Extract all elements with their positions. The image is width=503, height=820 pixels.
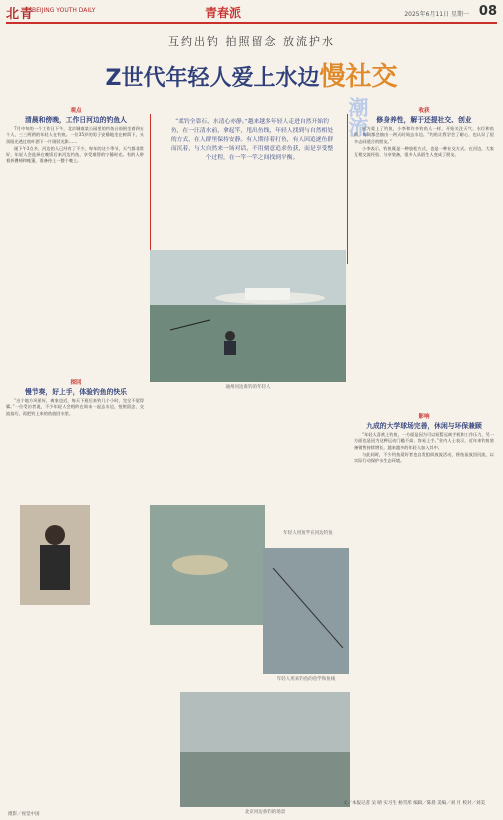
masthead-logo: 北青 — [6, 7, 35, 22]
section-label: 探回 — [70, 380, 82, 386]
section-label: 收获 — [418, 108, 430, 114]
bottom-photo — [180, 692, 350, 807]
main-photo-scene — [150, 250, 346, 382]
vertical-tag: 潮流 — [345, 97, 369, 137]
masthead-sub: BEIJING YOUTH DAILY — [32, 7, 96, 14]
page-number: 08 — [478, 4, 497, 19]
fish-scene — [150, 505, 265, 625]
photo-caption: 年轻人用来钓鱼的鱼竿和鱼线 — [276, 677, 336, 682]
top-rule — [6, 22, 497, 24]
lake-scene — [263, 548, 349, 674]
page-title — [0, 56, 503, 93]
article-column: 7月中旬的一个工作日下午，北京城南某公园里的钓鱼台前围坐着四五个人，三三两两的年轻人在钓鱼。一位35岁的男子安静地坐在树荫下，头顶阳光透过枝叶洒下一片斑驳光影…… 刚下午3点多，河边的人已经有了不少，每年的这个季节，天气都非常好，年轻人会选择在晚饭后来河边钓鱼，享受难得的宁静时光。有的人带着折叠椅和帐篷，准备待上一整个晚上。 — [6, 126, 144, 164]
photo-caption: 通州河边垂钓的年轻人 — [225, 385, 271, 390]
quote-text: “柔钓全靠石、水清心亦静。”越来越多年轻人走进自然开始钓鱼，在一汪清水前，拿起竿，甩出鱼线，年轻人找到与自然相处的方式，在人群里保持安静。有人期待着打鱼，有人因追逐鱼群而沉着，与大自然来一场对话，不用刻意追求鱼获，而是享受整个过程，在一竿一竿之间找到平衡。 — [170, 119, 334, 161]
photo-caption: 年轻人用鱼竿在河边钓鱼 — [283, 531, 333, 536]
section-title: 慢节奏，好上手，体验钓鱼的快乐 — [25, 388, 127, 396]
section-title: 九成的大学球场完善，休闲与环保兼顾 — [366, 422, 482, 430]
section-label: 影响 — [418, 414, 430, 420]
portrait-scene — [20, 505, 90, 605]
article-column: 因为爱上了钓鱼，小李和许多钓鱼人一样，开始关注天气、水位和鱼情，每周都会抽出一两天时间去水边。“钓鱼让我学会了耐心，也认识了很多志同道合的朋友。” 小李表示，钓鱼既是一种放松方式，也是一种社交方式。在河边，大家互相交流经验、分享装备，很多人从陌生人变成了朋友。 — [354, 126, 494, 158]
date-line: 2025年6月11日 星期一 — [404, 11, 469, 18]
masthead-bar — [0, 0, 503, 22]
headline-main: Z世代年轻人爱上水边 — [105, 66, 320, 91]
kicker: 互约出钓 拍照留念 放流护水 — [168, 35, 335, 48]
article-column: “这个地方风景好，离家也近，每天下班后来钓几个小时，完全不觉得累。”一位受访者说，不少年轻人会相约在周末一起去水边，拍照留念、交流技巧，再把钓上来的鱼放回水里。 — [6, 398, 144, 416]
fish-photo — [150, 505, 265, 625]
portrait-photo — [20, 505, 90, 605]
lake-photo — [263, 548, 349, 674]
headline-accent: 慢社交 — [319, 62, 398, 92]
main-photo — [150, 250, 346, 382]
section-title: 修身养性，解于还提社交、创业 — [376, 116, 472, 124]
editor-line: 文／本报记者 吴 晴 实习生 杨雪彤 编辑／陈晨 美编／刘 月 校对／刘美 — [343, 801, 485, 806]
section-title: 清晨和傍晚，工作日河边的钓鱼人 — [25, 116, 127, 124]
photo-caption: 北京河边垂钓的场景 — [244, 810, 286, 815]
article-column: “年轻人喜欢上钓鱼，一方面是因为可以短暂远离手机和工作压力，另一方面也是因为这种运动门槛不高、容易上手。”业内人士表示，近年来钓鱼装备销售持续增长，越来越多的年轻人加入其中。 与此同时，不少钓鱼爱好者也自发组织放流活动，将鱼苗放回河流，以实际行动保护水生态环境。 — [354, 432, 494, 464]
section-tag: 青春派 — [205, 6, 242, 20]
photo-credit: 摄影／视觉中国 — [8, 812, 40, 817]
bottom-scene — [180, 692, 350, 807]
section-label: 观点 — [70, 108, 82, 114]
